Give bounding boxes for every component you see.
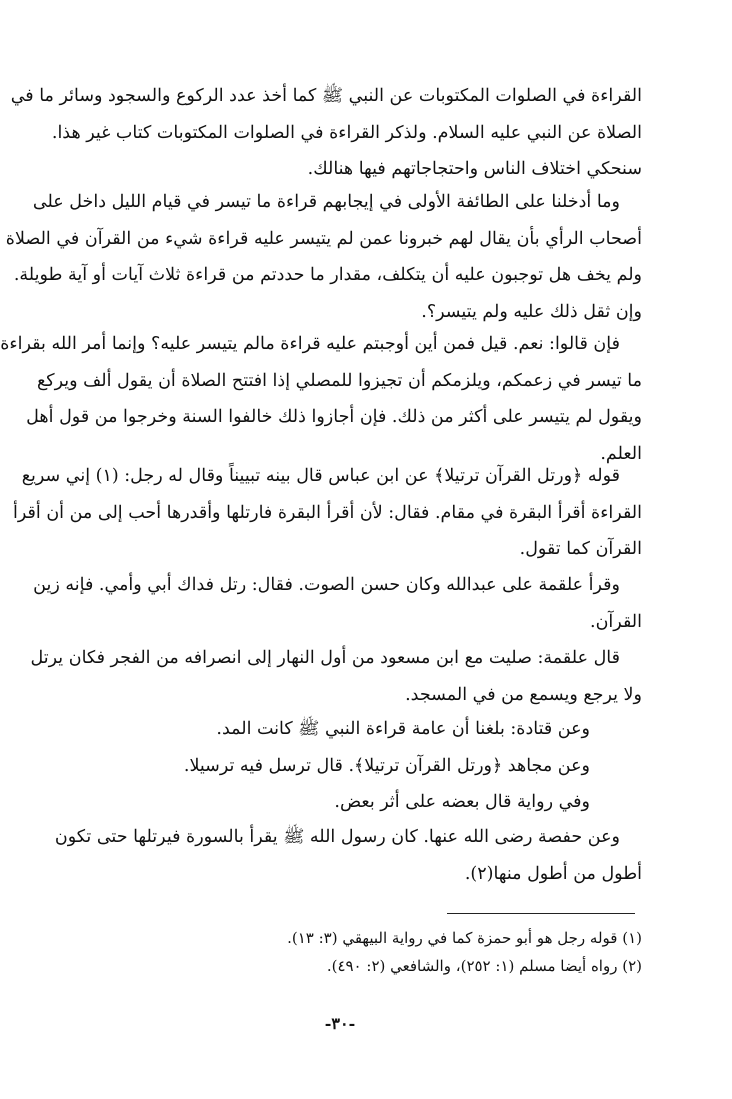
paragraph-5 bbox=[33, 567, 642, 640]
text-line: ويقول لم يتيسر على أكثر من ذلك. فإن أجازوا ذلك خالفوا السنة وخرجوا من قول أهل bbox=[26, 407, 642, 427]
text-line: قال علقمة: صليت مع ابن مسعود من أول النهار إلى انصرافه من الفجر فكان يرتل bbox=[30, 648, 620, 668]
text-line: وقرأ علقمة على عبدالله وكان حسن الصوت. فقال: رتل فداك أبي وأمي. فإنه زين bbox=[33, 575, 620, 595]
text-line: العلم. bbox=[600, 443, 642, 464]
paragraph-7 bbox=[46, 711, 642, 821]
text-line: ولم يخف هل توجبون عليه أن يتكلف، مقدار ما حددتم من قراءة ثلاث آيات أو آية طويلة. bbox=[13, 265, 642, 285]
text-line: وإن ثقل ذلك عليه ولم يتيسر؟. bbox=[421, 301, 642, 322]
text-line: القرآن. bbox=[590, 611, 642, 632]
text-line: ما تيسر في زعمكم، ويلزمكم أن تجيزوا للمصلي إذا افتتح الصلاة أن يقول ألف ويركع bbox=[36, 370, 642, 391]
footnote: (٢) رواه أيضا مسلم (١: ٢٥٢)، والشافعي (٢: ٤٩٠). bbox=[326, 957, 642, 975]
page-number: -٣٠- bbox=[324, 1014, 356, 1033]
text-line: القراءة أقرأ البقرة في مقام. فقال: لأن أقرأ البقرة فارتلها وأقدرها أحب إلى من أن أقرأ bbox=[13, 502, 642, 523]
footnotes bbox=[287, 924, 642, 980]
text-line: سنحكي اختلاف الناس واحتجاجاتهم فيها هنالك. bbox=[307, 159, 642, 179]
text-line: وعن مجاهد ﴿ورتل القرآن ترتيلا﴾. قال ترسل فيه ترسيلا. bbox=[183, 755, 590, 776]
text-line: ولا يرجع ويسمع من في المسجد. bbox=[405, 684, 642, 705]
text-line: أصحاب الرأي بأن يقال لهم خبرونا عمن لم يتيسر عليه قراءة شيء من القرآن في الصلاة bbox=[5, 228, 642, 249]
text-line: وعن حفصة رضى الله عنها. كان رسول الله ﷺ يقرأ بالسورة فيرتلها حتى تكون bbox=[54, 827, 620, 847]
text-line: وفي رواية قال بعضه على أثر بعض. bbox=[334, 792, 590, 812]
paragraph-6 bbox=[30, 640, 642, 713]
footnote: (١) قوله رجل هو أبو حمزة كما في رواية البيهقي (٣: ١٣). bbox=[287, 929, 642, 947]
text-line: القراءة في الصلوات المكتوبات عن النبي ﷺ كما أخذ عدد الركوع والسجود وسائر ما في bbox=[10, 86, 642, 106]
text-line: الصلاة عن النبي عليه السلام. ولذكر القراءة في الصلوات المكتوبات كتاب غير هذا. bbox=[51, 122, 642, 143]
text-line: وعن قتادة: بلغنا أن عامة قراءة النبي ﷺ كانت المد. bbox=[216, 719, 590, 739]
paragraph-1 bbox=[10, 78, 642, 188]
paragraph-3 bbox=[0, 326, 642, 472]
text-line: قوله ﴿ورتل القرآن ترتيلا﴾ عن ابن عباس قال بينه تبييناً وقال له رجل: (١) إني سريع bbox=[21, 466, 620, 486]
footnote-divider bbox=[447, 913, 635, 914]
text-line: وما أدخلنا على الطائفة الأولى في إيجابهم قراءة ما تيسر في قيام الليل داخل على bbox=[32, 192, 620, 212]
text-line: فإن قالوا: نعم. قيل فمن أين أوجبتم عليه قراءة مالم يتيسر عليه؟ وإنما أمر الله بقراءة bbox=[0, 334, 620, 354]
paragraph-2 bbox=[5, 184, 642, 330]
paragraph-8 bbox=[46, 819, 642, 892]
paragraph-4 bbox=[13, 458, 642, 568]
text-line: أطول من أطول منها(٢). bbox=[464, 863, 642, 884]
text-line: القرآن كما تقول. bbox=[519, 539, 642, 559]
